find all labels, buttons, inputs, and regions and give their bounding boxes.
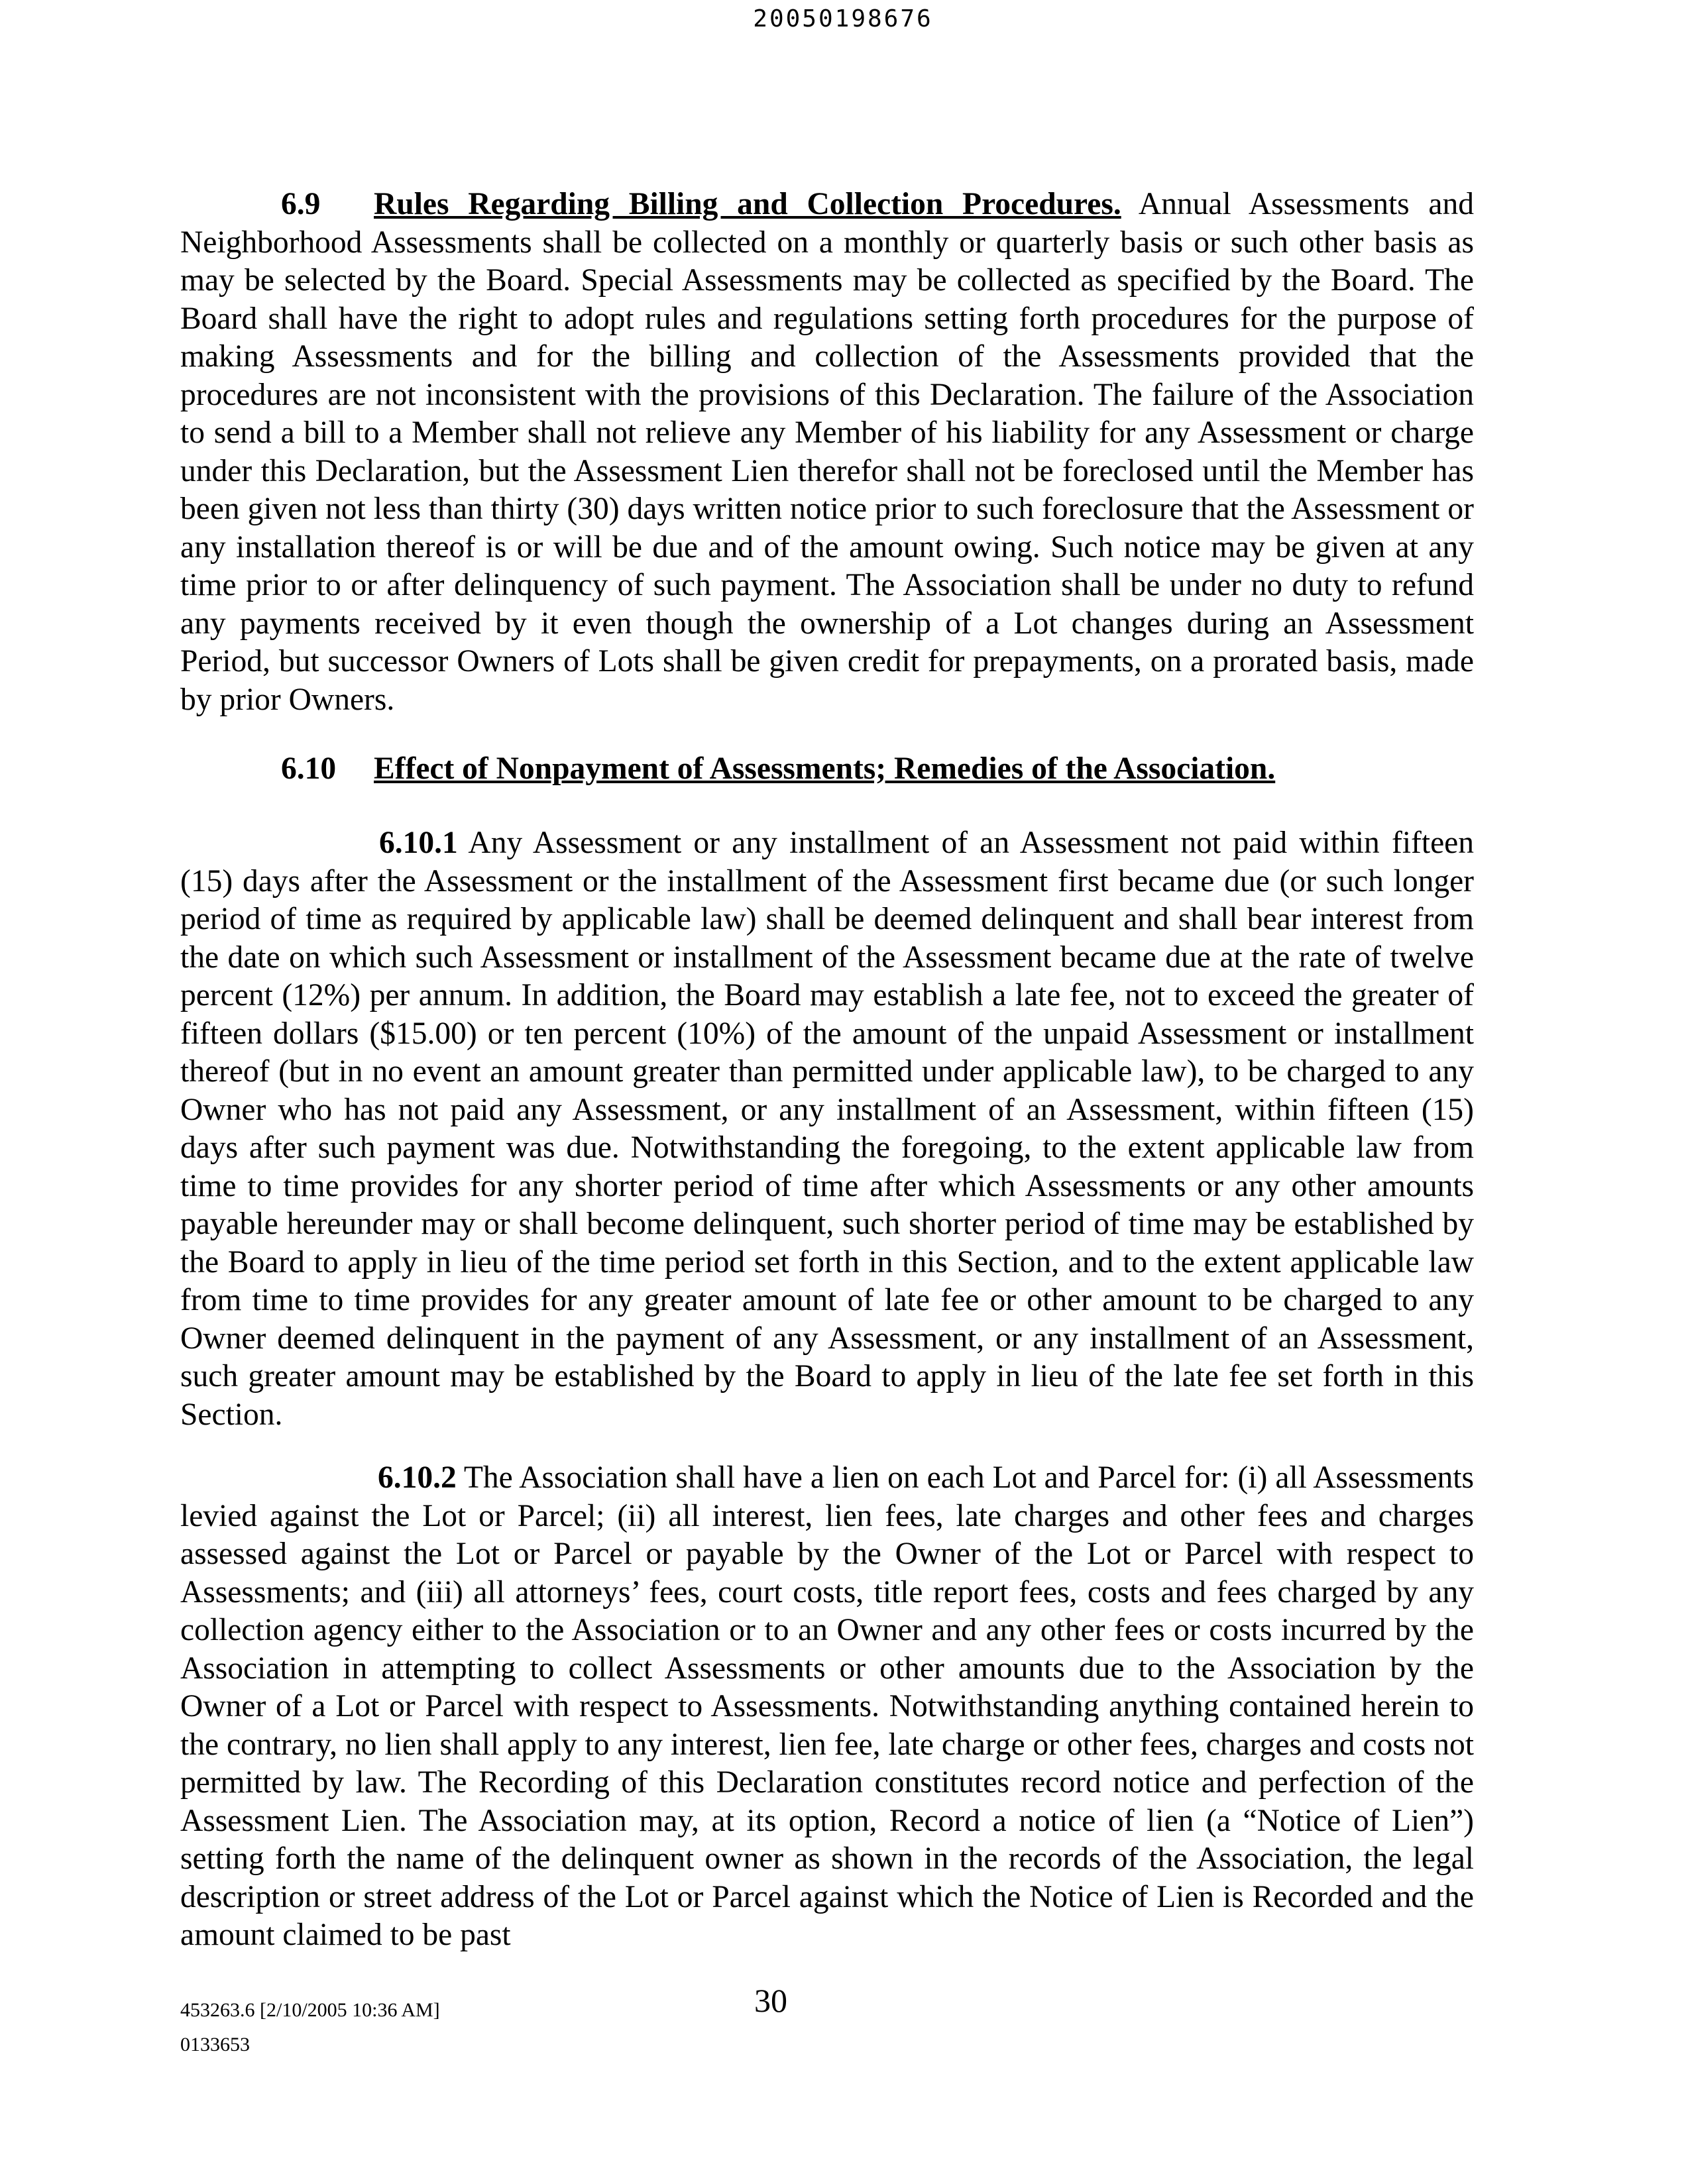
- section-text: Annual Assessments and Neighborhood Assessments shall be collected on a monthly or quarterly basis or such other basis as may be selected by the Board. Special Assessments may be collected as specified by the Board. The Board shall have the right to adopt rules and regulations setting forth procedures for the purpose of making Assessments and for the billing and collection of the Assessments provided that the procedures are not inconsistent with the provisions of this Declaration. The failure of the Association to send a bill to a Member shall not relieve any Member of his liability for any Assessment or charge under this Declaration, but the Assessment Lien therefor shall not be foreclosed until the Member has been given not less than thirty (30) days written notice prior to such foreclosure that the Assessment or any installation thereof is or will be due and of the amount owing. Such notice may be given at any time prior to or after delinquency of such payment. The Association shall be under no duty to refund any payments received by it even though the ownership of a Lot changes during an Assessment Period, but successor Owners of Lots shall be given credit for prepayments, on a prorated basis, made by prior Owners.: [180, 187, 1474, 717]
- section-6-9: [180, 186, 1474, 719]
- section-6-10-2: [180, 1459, 1474, 1955]
- subsection-text: Any Assessment or any installment of an Assessment not paid within fifteen (15) days after the Assessment or the installment of the Assessment first became due (or such longer period of time as required by applicable law) shall be deemed delinquent and shall bear interest from the date on which such Assessment or installment of the Assessment became due at the rate of twelve percent (12%) per annum. In addition, the Board may establish a late fee, not to exceed the greater of fifteen dollars ($15.00) or ten percent (10%) of the amount of the unpaid Assessment or installment thereof (but in no event an amount greater than permitted under applicable law), to be charged to any Owner who has not paid any Assessment, or any installment of an Assessment, within fifteen (15) days after such payment was due. Notwithstanding the foregoing, to the extent applicable law from time to time provides for any shorter period of time after which Assessments or any other amounts payable hereunder may or shall become delinquent, such shorter period of time may be established by the Board to apply in lieu of the time period set forth in this Section, and to the extent applicable law from time to time provides for any greater amount of late fee or other amount to be charged to any Owner deemed delinquent in the payment of any Assessment, or any installment of an Assessment, such greater amount may be established by the Board to apply in lieu of the late fee set forth in this Section.: [180, 826, 1474, 1432]
- footer-reference: [180, 1993, 440, 2062]
- subsection-number: 6.10.1: [379, 826, 458, 860]
- section-number: 6.9: [281, 187, 321, 221]
- footer-client-number: 0133653: [180, 2034, 250, 2055]
- subsection-number: 6.10.2: [378, 1460, 457, 1495]
- section-number: 6.10: [281, 751, 337, 786]
- section-6-10: [180, 750, 1474, 789]
- footer-doc-ref: 453263.6 [2/10/2005 10:36 AM]: [180, 1999, 440, 2021]
- page-number: 30: [754, 1982, 787, 2019]
- section-title: Rules Regarding Billing and Collection Procedures.: [374, 187, 1121, 221]
- section-6-10-1: [180, 824, 1474, 1434]
- document-number: 20050198676: [753, 5, 933, 32]
- subsection-text: The Association shall have a lien on each Lot and Parcel for: (i) all Assessments levied against the Lot or Parcel; (ii) all interest, lien fees, late charges and other fees and charges assessed against the Lot or Parcel or payable by the Owner of the Lot or Parcel with respect to Assessments; and (iii) all attorneys’ fees, court costs, title report fees, costs and fees charged by any collection agency either to the Association or to an Owner and any other fees or costs incurred by the Association in attempting to collect Assessments or other amounts due to the Association by the Owner of a Lot or Parcel with respect to Assessments. Notwithstanding anything contained herein to the contrary, no lien shall apply to any interest, lien fee, late charge or other fees, charges and costs not permitted by law. The Recording of this Declaration constitutes record notice and perfection of the Assessment Lien. The Association may, at its option, Record a notice of lien (a “Notice of Lien”) setting forth the name of the delinquent owner as shown in the records of the Association, the legal description or street address of the Lot or Parcel against which the Notice of Lien is Recorded and the amount claimed to be past: [180, 1460, 1474, 1952]
- section-title: Effect of Nonpayment of Assessments; Remedies of the Association.: [374, 751, 1276, 786]
